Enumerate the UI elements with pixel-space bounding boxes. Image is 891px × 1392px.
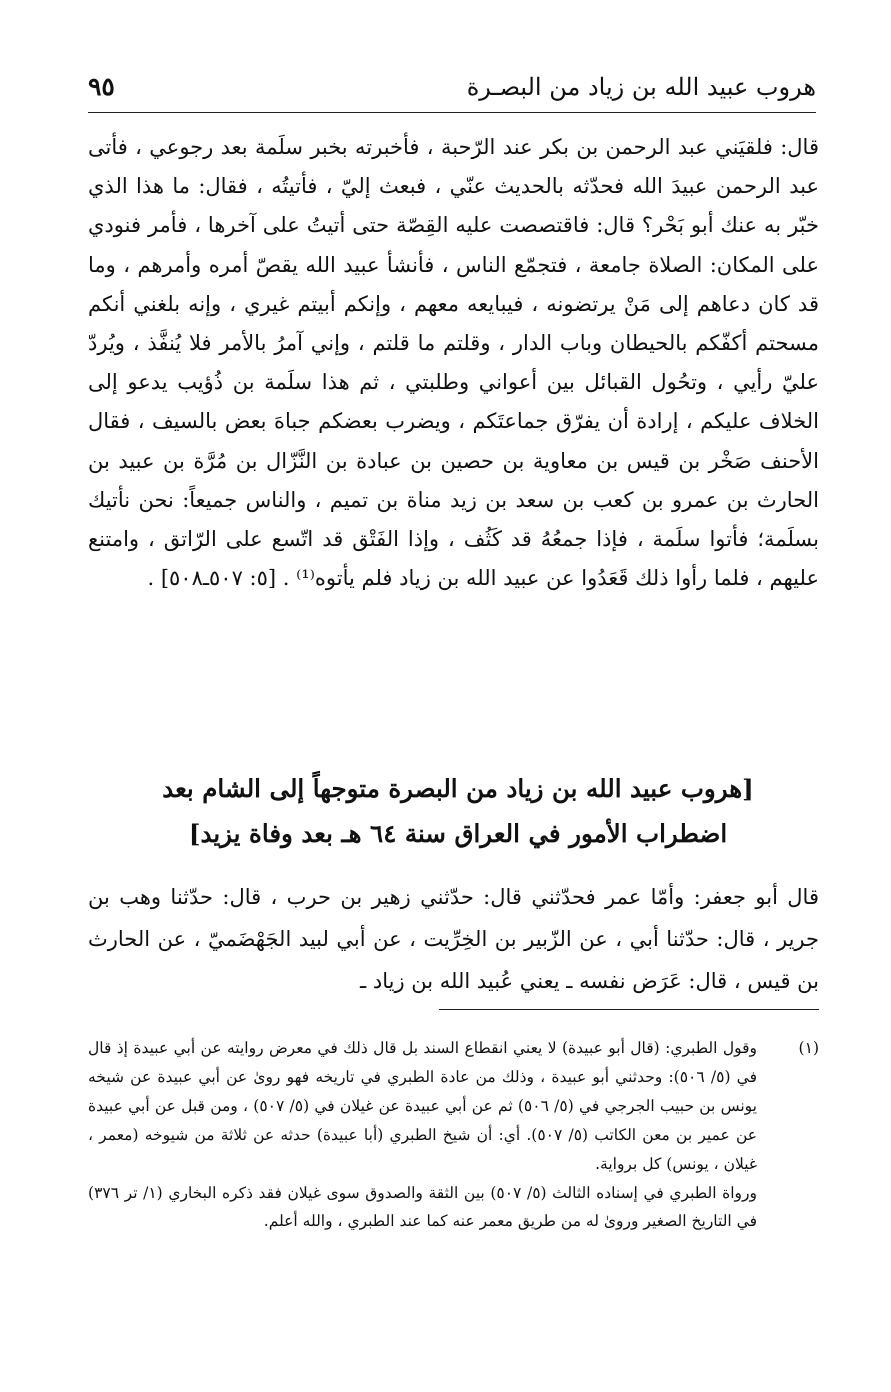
page-number: ٩٥	[88, 72, 115, 101]
section-paragraph: قال أبو جعفر: وأمّا عمر فحدّثني قال: حدّثني زهير بن حرب ، قال: حدّثنا وهب بن جرير ، قال: حدّثنا أبي ، عن الزّبير بن الخِرِّيت ، عن أبي لبيد الجَهْضَميّ ، عن الحارث بن قيس ، قال: عَرَض نفسه ـ يعني عُبيد الله بن زياد ـ	[88, 885, 819, 993]
section-text	[88, 876, 819, 1002]
footnote-marker: (١)	[798, 1039, 819, 1057]
running-title: هروب عبيد الله بن زياد من البصـرة	[466, 73, 816, 101]
header-rule	[88, 112, 816, 113]
body-text	[88, 128, 819, 598]
footnote-body	[88, 1034, 757, 1236]
body-paragraph: قال: فلقيَني عبد الرحمن بن بكر عند الرّحبة ، فأخبرته بخبر سلَمة بعد رجوعي ، فأتى عبد الرحمن عبيدَ الله فحدّثه بالحديث عنّي ، فبعث إليّ ، فأتيتُه ، فقال: ما هذا الذي خبّر به عنك أبو بَحْر؟ قال: فاقتصصت عليه القِصّة حتى أتيتُ على آخرها ، فأمر فنودي على المكان: الصلاة جامعة ، فتجمّع الناس ، فأنشأ عبيد الله يقصّ أمره وأمرهم ، وما قد كان دعاهم إلى مَنْ يرتضونه ، فيبايعه معهم ، وإنكم أبيتم غيري ، وإنه بلغني أنكم مسحتم أكفّكم بالحيطان وباب الدار ، وقلتم ما قلتم ، وإني آمرُ بالأمر فلا يُنفَّذ ، ويُردّ عليّ رأيي ، وتحُول القبائل بين أعواني وطلبتي ، ثم هذا سلَمة بن ذُؤيب يدعو إلى الخلاف عليكم ، إرادة أن يفرّق جماعتَكم ، ويضرب بعضكم جباهَ بعض بالسيف ، فقال الأحنف صَخْر بن قيس بن معاوية بن حصين بن عبادة بن النَّزّال بن مُرَّة بن عبيد بن الحارث بن عمرو بن كعب بن سعد بن زيد مناة بن تميم ، والناس جميعاً: نحن نأتيك بسلَمة؛ فأتوا سلَمة ، فإذا جمعُهُ قد كَثُف ، وإذا الفَتْق قد اتّسع على الرّاتق ، وامتنع عليهم ، فلما رأوا ذلك قَعَدُوا عن عبيد الله بن زياد فلم يأتوه⁽¹⁾ . [٥: ٥٠٧ـ٥٠٨] .	[88, 135, 819, 591]
section-heading-line-2: اضطراب الأمور في العراق سنة ٦٤ هـ بعد وفاة يزيد]	[188, 819, 728, 848]
section-heading-line-1: [هروب عبيد الله بن زياد من البصرة متوجهاً إلى الشام بعد	[162, 774, 754, 803]
footnote-paragraph: وقول الطبري: (قال أبو عبيدة) لا يعني انقطاع السند بل قال ذلك في معرض روايته عن أبي عبيدة إذ قال في (٥/ ٥٠٦): وحدثني أبو عبيدة ، وذلك من عادة الطبري في تاريخه فهو روىٰ عن أبي عبيدة عن شيخه يونس بن حبيب الجرجي في (٥/ ٥٠٦) ثم عن أبي عبيدة عن غيلان في (٥/ ٥٠٧) ، ومن قبل عن أبي عبيدة عن عمير بن معن الكاتب (٥/ ٥٠٧). أي: أن شيخ الطبري (أبا عبيدة) حدثه عن ثلاثة من شيوخه (معمر ، غيلان ، يونس) كل برواية.	[88, 1039, 757, 1173]
section-heading	[120, 766, 796, 856]
footnote	[88, 1034, 819, 1236]
footnote-paragraph: ورواة الطبري في إسناده الثالث (٥/ ٥٠٧) بين الثقة والصدوق سوى غيلان فقد ذكره البخاري (١/ تر ٣٧٦) في التاريخ الصغير وروىٰ له من طريق معمر عنه كما عند الطبري ، والله أعلم.	[88, 1183, 757, 1231]
page-header	[88, 70, 816, 110]
footnote-rule	[439, 1009, 819, 1010]
